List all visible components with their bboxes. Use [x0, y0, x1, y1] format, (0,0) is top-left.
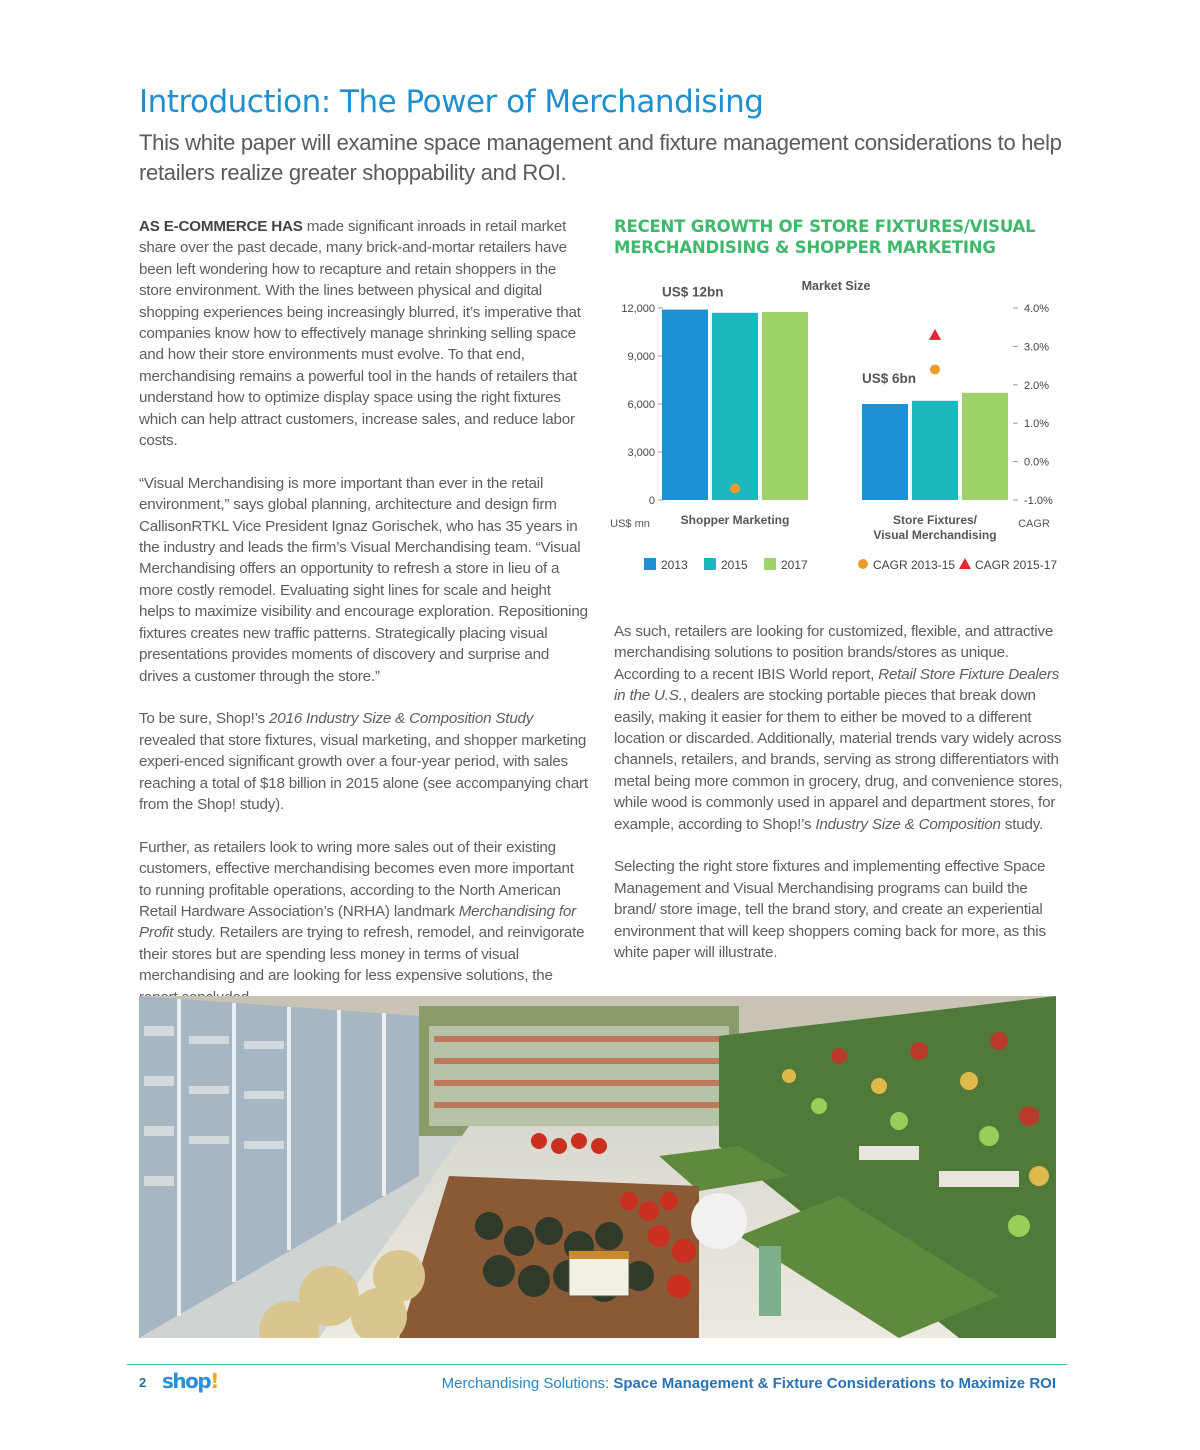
left-axis-tick-label: 3,000 — [627, 447, 655, 459]
study-title: 2016 Industry Size & Composition Study — [268, 710, 534, 728]
paragraph — [139, 216, 589, 451]
bar-2017-shopper-marketing — [762, 312, 808, 500]
bar-2015-shopper-marketing — [712, 313, 758, 500]
legend-marker — [959, 558, 971, 569]
left-axis-label: US$ mn — [610, 518, 650, 530]
legend-label: 2017 — [781, 558, 808, 572]
left-axis-tick-label: 0 — [648, 495, 655, 507]
right-axis-tick-label: 2.0% — [1024, 379, 1050, 392]
paragraph-text: study. — [1000, 815, 1043, 833]
category-label: Shopper Marketing — [680, 513, 790, 527]
marker-cagr-2013-15 — [730, 483, 740, 493]
study-title: Merchandising for Profit — [139, 902, 577, 942]
chart-title: RECENT GROWTH OF STORE FIXTURES/VISUAL MERCHANDISING & SHOPPER MARKETING — [614, 217, 1036, 257]
paragraph-text: To be sure, Shop!’s — [139, 710, 269, 728]
footer-divider — [127, 1364, 1067, 1365]
paragraph-text: revealed that store fixtures, visual marketing, and shopper marketing experi-enced significant growth over a four-year period, with sales reaching a total of $18 billion in 2015 alone (see accompanying chart from the Shop! study). — [139, 731, 588, 813]
page-number: 2 — [139, 1375, 147, 1390]
bar-2015-store-fixtures — [912, 401, 958, 500]
right-axis-tick-label: 3.0% — [1024, 341, 1050, 354]
series-label: Merchandising Solutions: — [441, 1375, 610, 1392]
legend-label: 2013 — [661, 558, 688, 572]
grocery-store-photo — [139, 996, 1056, 1338]
right-axis-tick-label: 1.0% — [1024, 418, 1050, 431]
paragraph — [614, 621, 1066, 835]
footer-title — [442, 1375, 1056, 1392]
left-column — [139, 216, 589, 1029]
marker-cagr-2013-15 — [930, 364, 940, 374]
left-axis-tick-label: 12,000 — [621, 303, 655, 315]
paragraph — [139, 837, 589, 1008]
legend-label: CAGR 2015-17 — [975, 558, 1058, 572]
shop-logo — [162, 1369, 218, 1393]
category-label: Visual Merchandising — [873, 528, 997, 542]
marker-cagr-2015-17 — [929, 329, 941, 340]
legend-marker — [858, 559, 868, 569]
page-subtitle: This white paper will examine space management and fixture management considerations to help retailers realize greater shoppability and ROI. — [139, 130, 1062, 185]
legend-swatch — [644, 558, 656, 570]
paragraph-text: , dealers are stocking portable pieces that break down easily, making it easier for them to either be moved to a different location or discarded. Additionally, material trends vary widely across channels, retailers, and brands, serving as strong differentiators with metal being more common in grocery, drug, and convenience stores, while wood is commonly used in apparel and department stores, for example, according to Shop!’s — [614, 687, 1063, 833]
page-title: Introduction: The Power of Merchandising — [139, 84, 764, 120]
bar-2017-store-fixtures — [962, 393, 1008, 500]
paragraph-text: made significant inroads in retail market share over the past decade, many brick-and-mortar retailers have been left wondering how to recapture and retain shoppers in the store environment. With the lines between physical and digital shopping experiences being increasingly blurred, it’s imperative that companies know how to effectively manage shrinking selling space and how their store environments must evolve. To that end, merchandising remains a powerful tool in the hands of retailers that understand how to optimize display space using the right fixtures which can help attract customers, increase sales, and reduce labor costs. — [139, 218, 581, 450]
chart-subtitle: Market Size — [801, 279, 871, 293]
document-title: Space Management & Fixture Considerations to Maximize ROI — [613, 1375, 1056, 1392]
paragraph: Selecting the right store fixtures and implementing effective Space Management and Visual Merchandising programs can build the brand/ store image, tell the brand story, and create an experiential environment that will keep shoppers coming back for more, as this white paper will illustrate. — [614, 858, 1046, 962]
left-axis-tick-label: 9,000 — [627, 351, 655, 363]
lead-in: AS E-COMMERCE HAS — [139, 218, 303, 235]
right-axis-tick-label: 4.0% — [1024, 303, 1050, 315]
category-total-label: US$ 12bn — [662, 284, 724, 300]
paragraph-text: As such, retailers are looking for customized, flexible, and attractive merchandising solutions to position brands/stores as unique. According to a recent IBIS World report, — [614, 623, 1054, 683]
right-axis-tick-label: -1.0% — [1024, 495, 1053, 507]
category-total-label: US$ 6bn — [862, 370, 917, 386]
paragraph-text: study. Retailers are trying to refresh, remodel, and reinvigorate their stores but are spending less money in terms of visual merchandising and are looking for less expensive solutions, the — [139, 924, 585, 985]
report-title: Retail Store Fixture Dealers in the U.S. — [614, 665, 1060, 705]
legend-swatch — [704, 558, 716, 570]
legend-swatch — [764, 558, 776, 570]
legend-label: CAGR 2013-15 — [873, 558, 956, 572]
legend-label: 2015 — [721, 558, 748, 572]
bar-2013-shopper-marketing — [662, 310, 708, 500]
right-column — [614, 621, 1066, 985]
bar-2013-store-fixtures — [862, 404, 908, 500]
market-size-chart — [600, 270, 1070, 590]
category-label: Store Fixtures/ — [892, 513, 978, 527]
right-axis-label: CAGR — [1018, 518, 1050, 530]
logo-text: shop — [162, 1369, 211, 1393]
paragraph-text: Further, as retailers look to wring more sales out of their existing customers, effective merchandising becomes even more important to running profitable operations, according to the North American Retail Hardware Association’s (NRHA) landmark — [139, 838, 574, 920]
left-axis-tick-label: 6,000 — [627, 399, 655, 411]
right-axis-tick-label: 0.0% — [1024, 456, 1050, 469]
quote-paragraph: “Visual Merchandising is more important than ever in the retail environment,” says global planning, architecture and design firm CallisonRTKL Vice President Ignaz Gorischek, who has 35 years in the industry and leads the firm’s Visual Merchandising team. “Visual Merchandising offers an opportunity to refresh a store in lieu of a more costly remodel. Evaluating sight lines for scale and height helps to maximize visibility and encourage exploration. Repositioning fixtures creates new traffic patterns. Strategically placing visual presentations provides moments of discovery and surprise and drives a customer through the store.” — [139, 474, 588, 685]
paragraph — [139, 708, 589, 815]
logo-mark: ! — [210, 1369, 218, 1393]
study-title: Industry Size & Composition — [815, 815, 1001, 833]
